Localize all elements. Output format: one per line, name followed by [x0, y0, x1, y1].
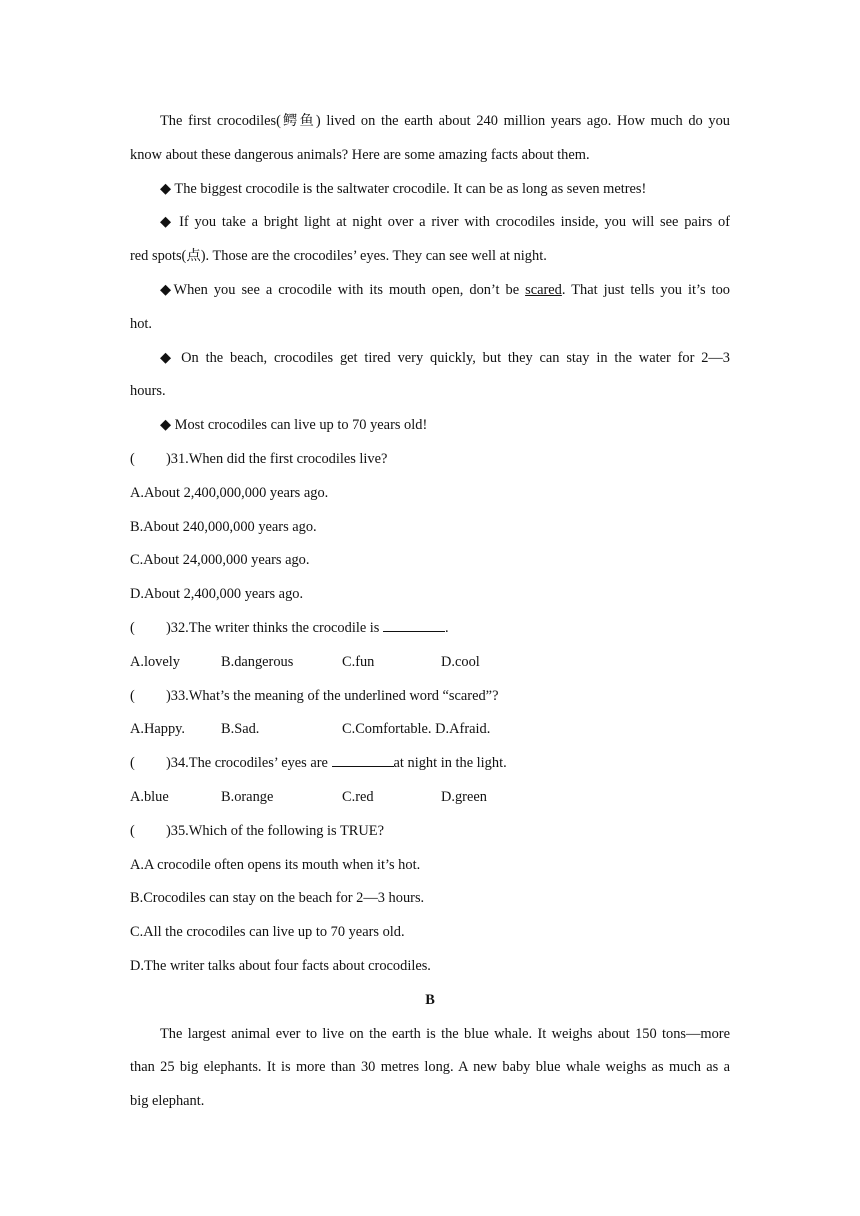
- option-32-d: D.cool: [441, 653, 480, 670]
- answer-paren: (: [130, 687, 135, 704]
- option-33-d: D.Afraid.: [435, 721, 491, 738]
- question-32: [130, 612, 730, 646]
- option-35-a: A.A crocodile often opens its mouth when it’s hot.: [130, 856, 421, 873]
- options-34: [130, 781, 730, 815]
- document-content: [130, 105, 730, 1119]
- fact-biggest-crocodile: ◆ The biggest crocodile is the saltwater crocodile. It can be as long as seven metres!: [160, 180, 647, 197]
- question-text: )33.What’s the meaning of the underlined word “scared”?: [166, 687, 499, 704]
- question-text: )31.When did the first crocodiles live?: [166, 450, 388, 467]
- question-33: [130, 680, 730, 714]
- answer-blank: [332, 755, 394, 767]
- option-33-a: A.Happy.: [130, 721, 186, 738]
- answer-paren: (: [130, 450, 135, 467]
- option-35-b: B.Crocodiles can stay on the beach for 2—3 hours.: [130, 890, 425, 907]
- passage-b-line: than 25 big elephants. It is more than 30 metres long. A new baby blue whale weighs as much as a: [130, 1059, 730, 1076]
- option-32-b: B.dangerous: [221, 653, 294, 670]
- answer-paren: (: [130, 619, 135, 636]
- fact-beach-line: hours.: [130, 383, 166, 400]
- option-34-d: D.green: [441, 788, 487, 805]
- question-text: .: [445, 619, 449, 636]
- fact-lifespan: ◆ Most crocodiles can live up to 70 years old!: [160, 417, 428, 434]
- answer-blank: [383, 620, 445, 632]
- passage-a-paragraph-line: know about these dangerous animals? Here are some amazing facts about them.: [130, 146, 590, 163]
- answer-paren: (: [130, 822, 135, 839]
- question-text: )32.The writer thinks the crocodile is: [166, 619, 383, 636]
- fact-red-spots-line: red spots(点). Those are the crocodiles’ eyes. They can see well at night.: [130, 248, 547, 265]
- fact-text: ◆When you see a crocodile with its mouth open, don’t be: [160, 281, 526, 298]
- options-32: [130, 646, 730, 680]
- option-34-c: C.red: [342, 788, 374, 805]
- passage-b-line: big elephant.: [130, 1093, 205, 1110]
- fact-beach-line: ◆ On the beach, crocodiles get tired very quickly, but they can stay in the water for 2—3: [160, 349, 730, 366]
- answer-paren: (: [130, 755, 135, 772]
- option-31-c: C.About 24,000,000 years ago.: [130, 552, 310, 569]
- passage-b-line: The largest animal ever to live on the earth is the blue whale. It weighs about 150 tons—more: [160, 1025, 730, 1042]
- passage-a-paragraph-line: The first crocodiles(鳄鱼) lived on the earth about 240 million years ago. How much do you: [160, 113, 730, 129]
- fact-red-spots-line: ◆ If you take a bright light at night over a river with crocodiles inside, you will see pairs of: [160, 214, 730, 231]
- question-31: [130, 443, 730, 477]
- option-31-b: B.About 240,000,000 years ago.: [130, 518, 317, 535]
- option-31-d: D.About 2,400,000 years ago.: [130, 586, 304, 603]
- option-34-b: B.orange: [221, 788, 274, 805]
- option-32-a: A.lovely: [130, 653, 180, 670]
- section-heading-b: B: [425, 991, 435, 1008]
- option-33-c: C.Comfortable.: [342, 721, 432, 738]
- fact-mouth-open-line: [130, 274, 730, 308]
- fact-mouth-open-line: hot.: [130, 315, 152, 332]
- option-34-a: A.blue: [130, 788, 169, 805]
- question-text: )35.Which of the following is TRUE?: [166, 822, 384, 839]
- option-32-c: C.fun: [342, 653, 375, 670]
- question-text: at night in the light.: [393, 755, 507, 772]
- option-35-d: D.The writer talks about four facts about crocodiles.: [130, 957, 431, 974]
- option-33-b: B.Sad.: [221, 721, 260, 738]
- fact-text: . That just tells you it’s too: [561, 281, 730, 298]
- option-35-c: C.All the crocodiles can live up to 70 years old.: [130, 924, 405, 941]
- options-33: [130, 713, 730, 747]
- underlined-word-scared: scared: [525, 281, 562, 298]
- question-text: )34.The crocodiles’ eyes are: [166, 755, 332, 772]
- question-34: [130, 747, 730, 781]
- option-31-a: A.About 2,400,000,000 years ago.: [130, 484, 329, 501]
- question-35: [130, 815, 730, 849]
